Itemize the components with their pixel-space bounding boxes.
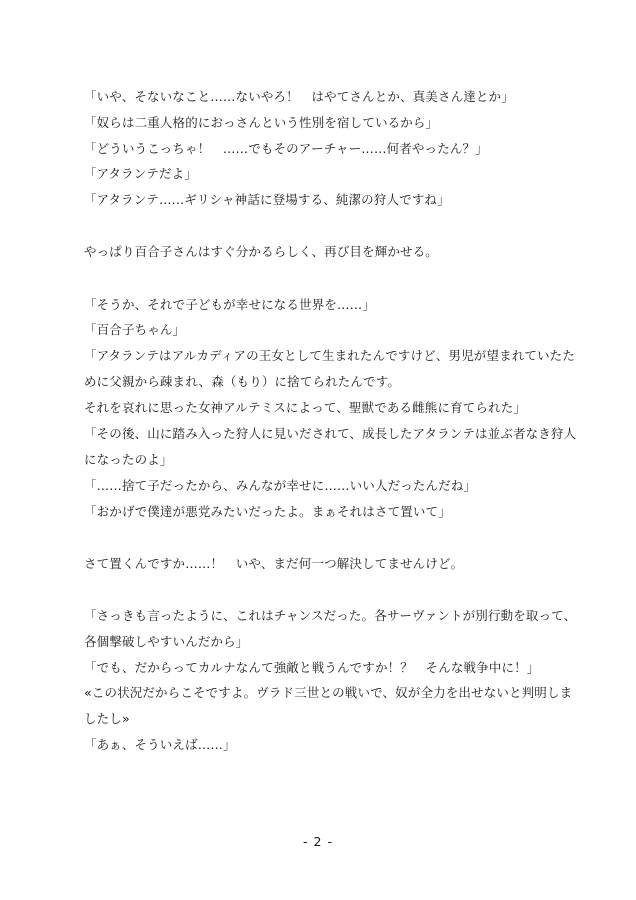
text-line: 「アタランテだよ」	[84, 166, 197, 181]
text-line: 「奴らは二重人格的におっさんという性別を宿しているから」	[84, 115, 439, 130]
text-line: 「百合子ちゃん」	[84, 322, 186, 337]
text-line: 「さっきも言ったように、これはチャンスだった。各サーヴァントが別行動を取って、	[84, 608, 577, 623]
text-line: 「アタランテ……ギリシャ神話に登場する、純潔の狩人ですね」	[84, 192, 450, 207]
text-line: 各個撃破しやすいんだから」	[84, 634, 249, 649]
text-line: 「おかげで僕達が悪党みたいだったよ。まぁそれはさて置いて」	[84, 504, 451, 519]
text-line: やっぱり百合子さんはすぐ分かるらしく、再び目を輝かせる。	[84, 244, 438, 259]
page-number: - 2 -	[303, 834, 333, 849]
text-line: 「いや、そないなこと……ないやろ！ はやてさんとか、真美さん達とか」	[84, 89, 514, 104]
text-line: それを哀れに思った女神アルテミスによって、聖獣である雌熊に育てられた」	[84, 400, 527, 415]
text-line: 「でも、だからってカルナなんて強敵と戦うんですか！？ そんな戦争中に！」	[84, 660, 540, 675]
text-line: «この状況だからこそですよ。ヴラド三世との戦いで、奴が全力を出せないと判明しま	[84, 685, 573, 700]
text-line: 「……捨て子だったから、みんなが幸せに……いい人だったんだね」	[84, 478, 477, 493]
text-line: 「そうか、それで子どもが幸せになる世界を……」	[84, 297, 375, 312]
text-line: したし»	[84, 711, 130, 726]
text-line: になったのよ」	[84, 452, 173, 467]
text-line: 「どういうこっちゃ！ ……でもそのアーチャー……何者やったん？」	[84, 141, 488, 156]
text-line: 「あぁ、そういえば……」	[84, 737, 236, 752]
text-line: 「アタランテはアルカディアの王女として生まれたんですけど、男児が望まれていたた	[84, 348, 575, 363]
text-line: さて置くんですか……！ いや、まだ何一つ解決してませんけど。	[84, 556, 464, 571]
text-line: 「その後、山に踏み入った狩人に見いだされて、成長したアタランテは並ぶ者なき狩人	[84, 426, 577, 441]
text-line: めに父親から疎まれ、森（もり）に捨てられたんです。	[84, 374, 401, 389]
